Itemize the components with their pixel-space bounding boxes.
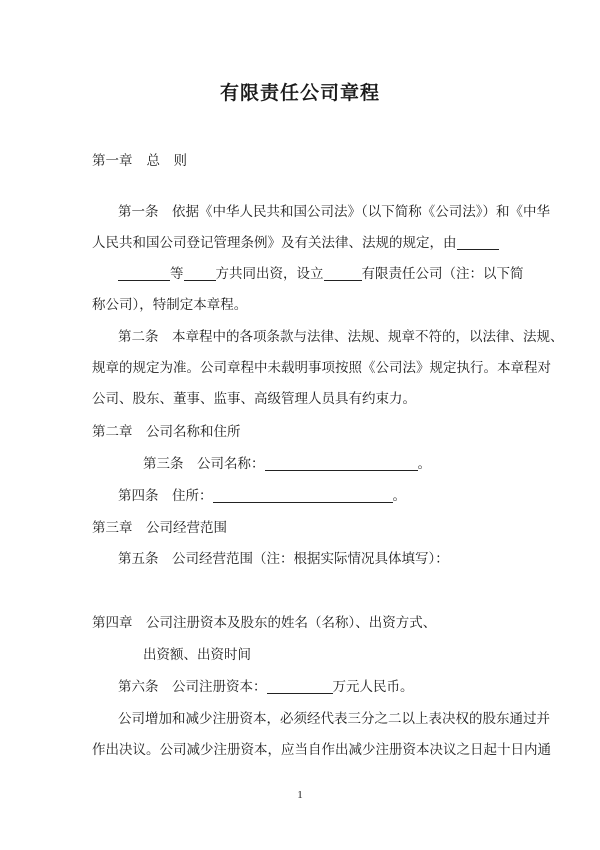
capital-paragraph-line-2: 作出决议。公司减少注册资本，应当自作出减少注册资本决议之日起十日内通 xyxy=(92,742,551,758)
article-6-unit: 万元人民币。 xyxy=(332,679,414,695)
page-title: 有限责任公司章程 xyxy=(219,82,380,104)
address-field[interactable] xyxy=(213,488,393,503)
article-4 xyxy=(118,487,406,505)
article-3-label: 第三条 公司名称： xyxy=(143,456,265,472)
article-1-line-3-b: 方共同出资，设立 xyxy=(215,266,324,282)
article-1-line-4: 称公司），特制定本章程。 xyxy=(92,297,248,313)
company-name-blank[interactable] xyxy=(324,266,362,281)
page-number: 1 xyxy=(297,789,303,801)
article-4-end: 。 xyxy=(392,488,406,504)
article-3-end: 。 xyxy=(417,456,431,472)
article-1-line-3-a: 等 xyxy=(170,266,184,282)
founder-blank[interactable] xyxy=(457,235,499,250)
chapter-1-name: 总 则 xyxy=(146,153,187,169)
article-2-line-3: 公司、股东、董事、监事、高级管理人员具有约束力。 xyxy=(92,391,416,407)
article-2-line-2: 规章的规定为准。公司章程中未载明事项按照《公司法》规定执行。本章程对 xyxy=(92,360,551,376)
article-5: 第五条 公司经营范围（注：根据实际情况具体填写）： xyxy=(118,551,449,567)
article-1-line-3-c: 有限责任公司（注：以下简 xyxy=(361,266,524,282)
article-6-label: 第六条 公司注册资本： xyxy=(118,679,267,695)
article-1-line-1: 第一条 依据《中华人民共和国公司法》（以下简称《公司法》）和《中华 xyxy=(118,204,550,220)
company-name-field[interactable] xyxy=(265,456,418,471)
chapter-3-heading: 第三章 公司经营范围 xyxy=(92,520,227,536)
registered-capital-field[interactable] xyxy=(267,679,333,694)
article-3 xyxy=(143,455,431,473)
article-1-line-2-text: 人民共和国公司登记管理条例》及有关法律、法规的规定，由 xyxy=(92,235,457,251)
chapter-4-heading-cont: 出资额、出资时间 xyxy=(143,647,251,663)
article-2-line-1: 第二条 本章程中的各项条款与法律、法规、规章不符的，以法律、法规、 xyxy=(118,329,564,345)
chapter-2-heading: 第二章 公司名称和住所 xyxy=(92,424,241,440)
article-1-line-2 xyxy=(92,234,499,252)
chapter-1-number: 第一章 xyxy=(92,153,133,169)
article-6 xyxy=(118,678,414,696)
article-1-line-3 xyxy=(118,265,524,283)
chapter-4-heading: 第四章 公司注册资本及股东的姓名（名称）、出资方式、 xyxy=(92,615,437,631)
party-count-blank[interactable] xyxy=(184,266,216,281)
capital-paragraph-line-1: 公司增加和减少注册资本，必须经代表三分之二以上表决权的股东通过并 xyxy=(118,711,550,727)
chapter-1-heading xyxy=(92,152,187,170)
article-4-label: 第四条 住所： xyxy=(118,488,213,504)
shareholder-blank[interactable] xyxy=(118,266,170,281)
